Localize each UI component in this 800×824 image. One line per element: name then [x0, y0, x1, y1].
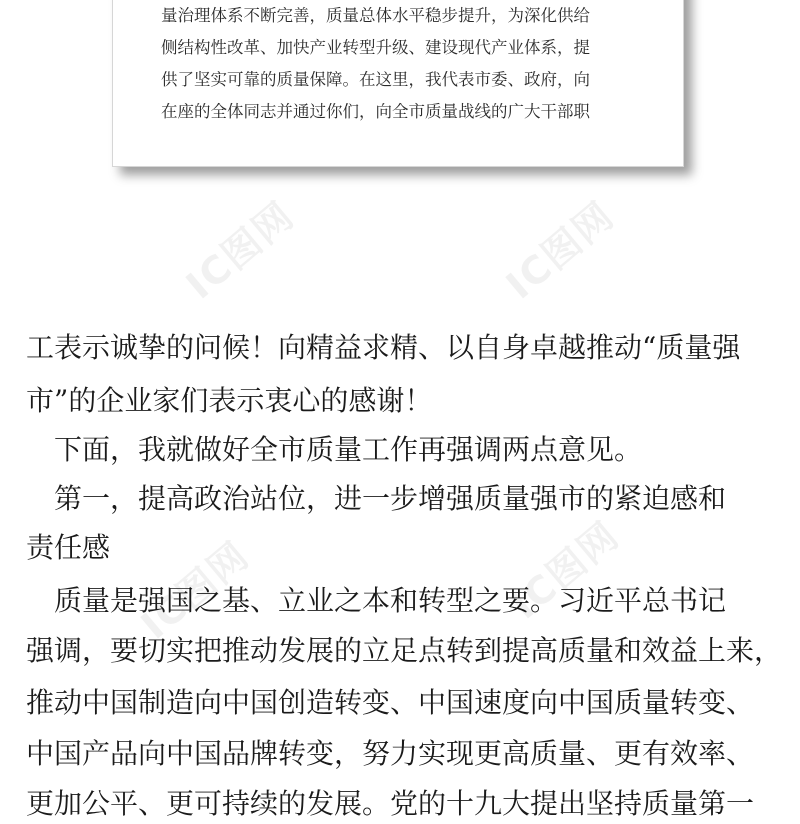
- body-text-line: 推动中国制造向中国创造转变、中国速度向中国质量转变、: [26, 686, 755, 719]
- body-text-line: 中国产品向中国品牌转变，努力实现更高质量、更有效率、: [26, 737, 755, 770]
- card-text-line: 在座的全体同志并通过你们，向全市质量战线的广大干部职: [161, 102, 590, 121]
- card-text-line: 侧结构性改革、加快产业转型升级、建设现代产业体系，提: [161, 38, 590, 57]
- body-text-line: 责任感: [26, 531, 111, 564]
- watermark: IC图网: [177, 192, 303, 308]
- watermark: IC图网: [132, 532, 258, 648]
- body-text-line: 工表示诚挚的问候！向精益求精、以自身卓越推动“质量强: [26, 331, 741, 364]
- body-text-line: 下面，我就做好全市质量工作再强调两点意见。: [26, 433, 643, 466]
- body-text-line: 市”的企业家们表示衷心的感谢！: [26, 384, 433, 417]
- watermark: IC图网: [502, 512, 628, 628]
- watermark: IC图网: [497, 192, 623, 308]
- body-text-line: 第一，提高政治站位，进一步增强质量强市的紧迫感和: [26, 482, 727, 515]
- body-text-line: 质量是强国之基、立业之本和转型之要。习近平总书记: [26, 584, 727, 617]
- quote-card: [112, 0, 684, 167]
- body-text-line: 更加公平、更可持续的发展。党的十九大提出坚持质量第一: [26, 787, 755, 820]
- card-text-line: 供了坚实可靠的质量保障。在这里，我代表市委、政府，向: [161, 70, 590, 89]
- card-text-line: 量治理体系不断完善，质量总体水平稳步提升，为深化供给: [161, 6, 590, 25]
- body-text-line: 强调，要切实把推动发展的立足点转到提高质量和效益上来，: [26, 634, 783, 667]
